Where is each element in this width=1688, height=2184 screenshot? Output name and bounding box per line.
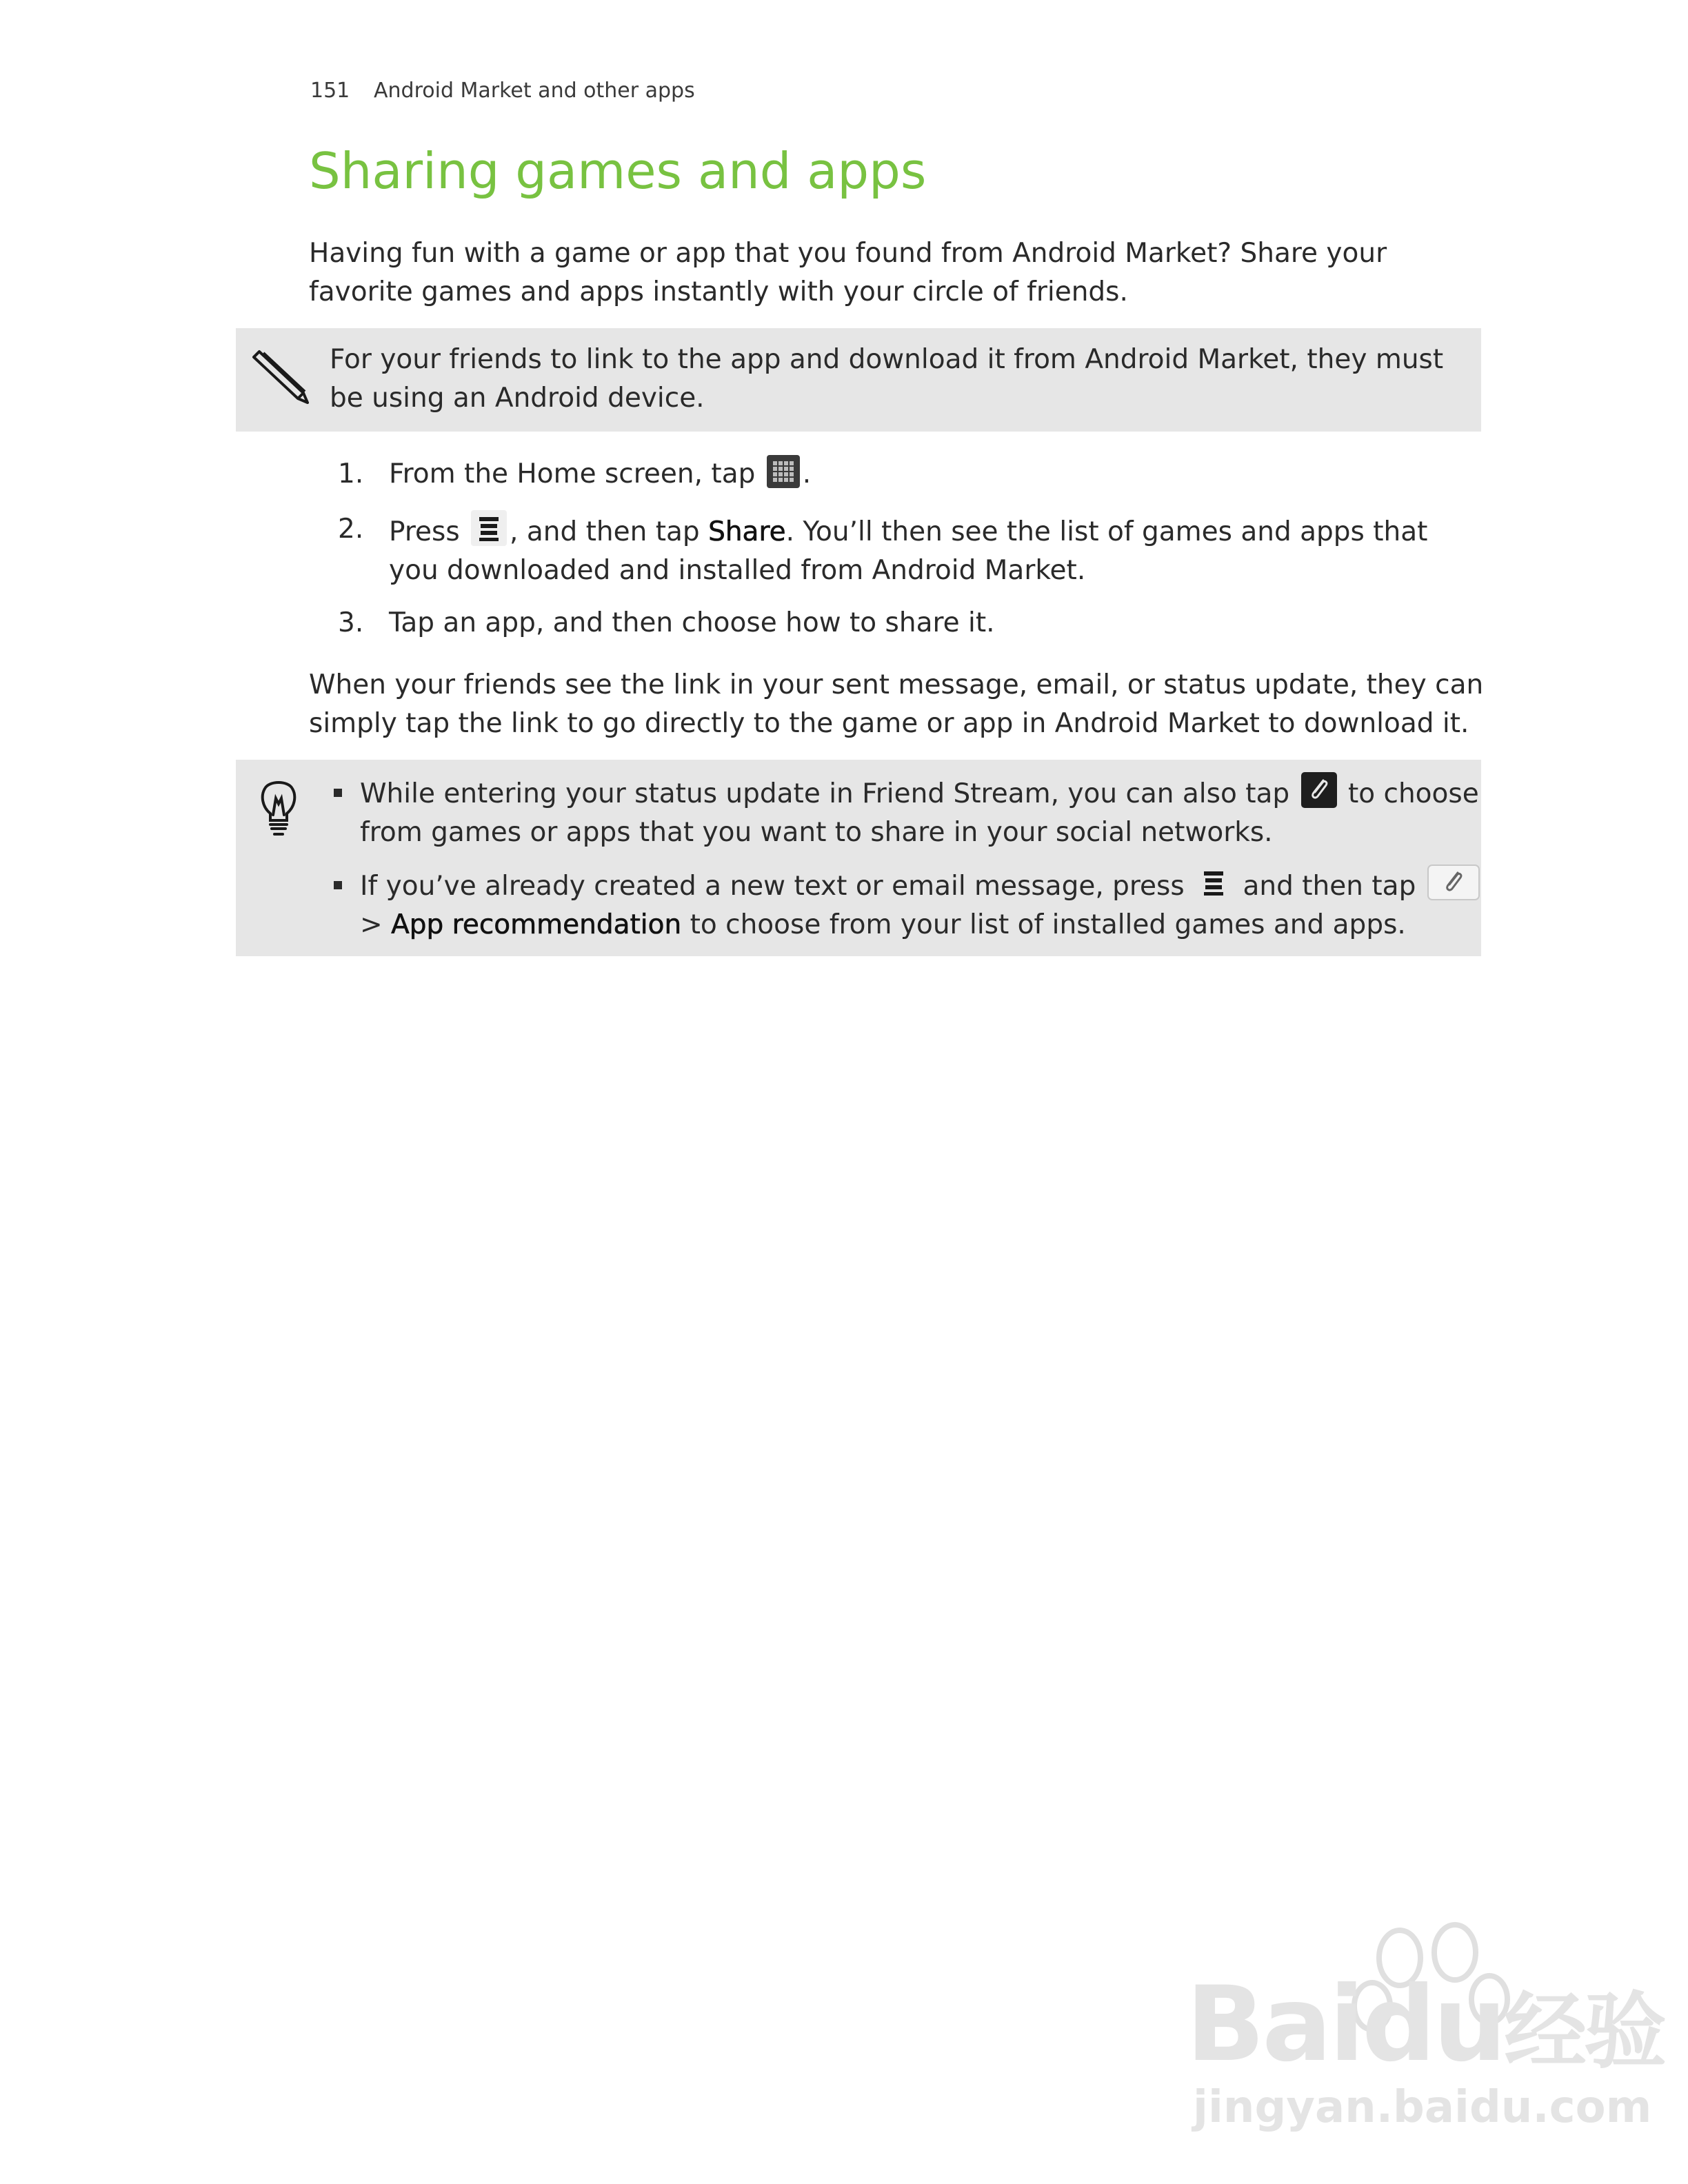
watermark-cn: 经验 bbox=[1504, 1984, 1665, 2080]
step-number: 2. bbox=[338, 514, 364, 545]
tip-item-2 bbox=[360, 865, 1483, 944]
watermark-brand-2: du bbox=[1361, 1965, 1505, 2085]
tip-text: If you’ve already created a new text or email message, press bbox=[360, 871, 1194, 902]
menu-icon bbox=[471, 510, 507, 546]
tip-text-middle: and then tap bbox=[1234, 871, 1425, 902]
pencil-icon bbox=[250, 345, 312, 407]
share-command: Share bbox=[708, 516, 786, 547]
closing-line-2: simply tap the link to go directly to the game or app in Android Market to download it. bbox=[309, 708, 1469, 739]
menu-icon bbox=[1196, 865, 1232, 900]
tip-text-line-2: to choose from your list of installed games and apps. bbox=[681, 909, 1406, 940]
tips-box bbox=[236, 760, 1481, 956]
step-text: Press bbox=[389, 516, 469, 547]
step-text: Tap an app, and then choose how to share it. bbox=[389, 607, 995, 638]
step-text-end: . You’ll then see the list of games and apps that bbox=[785, 516, 1428, 547]
note-line-2: be using an Android device. bbox=[330, 383, 705, 414]
step-text-line-2: you downloaded and installed from Android Market. bbox=[389, 555, 1086, 586]
closing-paragraph bbox=[309, 666, 1483, 743]
tip-text-end: to choose bbox=[1339, 778, 1479, 809]
tip-prefix: > bbox=[360, 909, 392, 940]
intro-line-2: favorite games and apps instantly with your circle of friends. bbox=[309, 276, 1128, 307]
lightbulb-icon bbox=[259, 775, 298, 838]
bullet bbox=[334, 789, 342, 797]
note-text bbox=[330, 341, 1460, 418]
running-header bbox=[310, 79, 695, 103]
intro-paragraph bbox=[309, 234, 1387, 312]
watermark-brand: Bai bbox=[1186, 1965, 1362, 2085]
tip-item-1 bbox=[360, 772, 1479, 852]
all-apps-icon bbox=[767, 455, 800, 488]
watermark-url: jingyan.baidu.com bbox=[1193, 2082, 1652, 2133]
step-text: From the Home screen, tap bbox=[389, 458, 764, 489]
page-number: 151 bbox=[310, 79, 350, 103]
step-number: 1. bbox=[338, 458, 364, 489]
attach-dark-icon bbox=[1301, 772, 1337, 808]
tip-text-line-2: from games or apps that you want to share in your social networks. bbox=[360, 817, 1273, 848]
tip-text: While entering your status update in Friend Stream, you can also tap bbox=[360, 778, 1298, 809]
bullet bbox=[334, 881, 342, 889]
note-box bbox=[236, 328, 1481, 432]
closing-line-1: When your friends see the link in your sent message, email, or status update, they can bbox=[309, 669, 1484, 700]
app-recommendation-command: App recommendation bbox=[391, 909, 682, 940]
page-title: Sharing games and apps bbox=[309, 142, 927, 200]
step-text-end: . bbox=[802, 458, 812, 489]
attach-light-icon bbox=[1427, 865, 1480, 900]
section-title: Android Market and other apps bbox=[374, 79, 695, 103]
step-text-middle: , and then tap bbox=[510, 516, 709, 547]
intro-line-1: Having fun with a game or app that you found from Android Market? Share your bbox=[309, 238, 1387, 269]
note-line-1: For your friends to link to the app and download it from Android Market, they must bbox=[330, 344, 1444, 375]
step-number: 3. bbox=[338, 607, 364, 638]
